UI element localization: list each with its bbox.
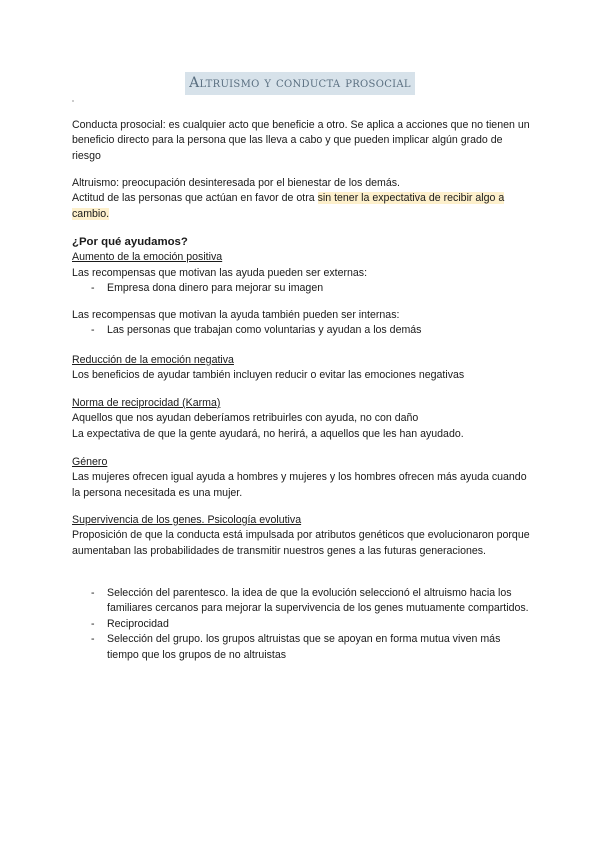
section-why — [72, 235, 532, 297]
sec5-list-block — [72, 586, 532, 663]
stray-mark — [72, 100, 74, 102]
sec4-line1: Las mujeres ofrecen igual ayuda a hombres y mujeres y los hombres ofrecen más ayuda cuando la persona necesitada es una mujer. — [72, 471, 527, 499]
section-genero — [72, 455, 532, 501]
definitions — [72, 176, 532, 222]
title-wrap — [0, 72, 600, 95]
sec3-heading: Norma de reciprocidad (Karma) — [72, 397, 221, 409]
sec2-line1: Los beneficios de ayudar también incluyen reducir o evitar las emociones negativas — [72, 369, 465, 382]
section-reciprocidad — [72, 396, 532, 442]
list-item: - Selección del grupo. los grupos altruistas que se apoyan en forma mutua viven más tiempo que los grupos de no altruistas — [72, 632, 532, 663]
sec3-line2: La expectativa de que la gente ayudará, no herirá, a aquellos que les han ayudado. — [72, 427, 464, 440]
sec5-list — [72, 586, 532, 663]
sec1-list2 — [72, 323, 532, 338]
sec1-heading: Aumento de la emoción positiva — [72, 251, 223, 264]
sec2-heading: Reducción de la emoción negativa — [72, 354, 234, 366]
page-title: Altruismo y conducta prosocial — [185, 72, 415, 95]
list-item: - Reciprocidad — [72, 617, 532, 632]
actitud-pre: Actitud de las personas que actúan en favor de otra — [72, 192, 318, 205]
list-item: - Selección del parentesco. la idea de que la evolución seleccionó el altruismo hacia los familiares cercanos para mejorar la supervivencia de los genes mutuamente compartidos. — [72, 586, 532, 617]
sec3-line1: Aquellos que nos ayudan deberíamos retribuirles con ayuda, no con daño — [72, 412, 419, 425]
sec4-heading: Género — [72, 456, 108, 468]
sec1-internal — [72, 308, 532, 339]
sec5-heading: Supervivencia de los genes. Psicología evolutiva — [72, 514, 302, 526]
section-genes — [72, 513, 532, 559]
intro-text: Conducta prosocial: es cualquier acto que beneficie a otro. Se aplica a acciones que no tienen un beneficio directo para la persona que las lleva a cabo y que pueden implicar algún grado de riesgo — [72, 119, 530, 162]
question-heading: ¿Por qué ayudamos? — [72, 236, 188, 248]
section-reduccion — [72, 353, 532, 384]
actitud-definition — [72, 191, 532, 222]
sec1-line2: Las recompensas que motivan la ayuda también pueden ser internas: — [72, 309, 400, 321]
sec5-line1: Proposición de que la conducta está impulsada por atributos genéticos que evolucionaron porque aumentaban las probabilidades de transmitir nuestros genes a las futuras generaciones. — [72, 529, 530, 557]
altruismo-definition: Altruismo: preocupación desinteresada por el bienestar de los demás. — [72, 177, 401, 189]
list-item: - Las personas que trabajan como voluntarias y ayudan a los demás — [72, 323, 532, 338]
list-item: - Empresa dona dinero para mejorar su imagen — [72, 281, 532, 296]
actitud-highlight: sin tener la expectativa de recibir algo a cambio — [72, 192, 505, 220]
sec1-list1 — [72, 281, 532, 296]
sec1-line1: Las recompensas que motivan las ayuda pueden ser externas: — [72, 266, 368, 279]
actitud-post: . — [106, 207, 110, 220]
intro-paragraph — [72, 118, 532, 164]
